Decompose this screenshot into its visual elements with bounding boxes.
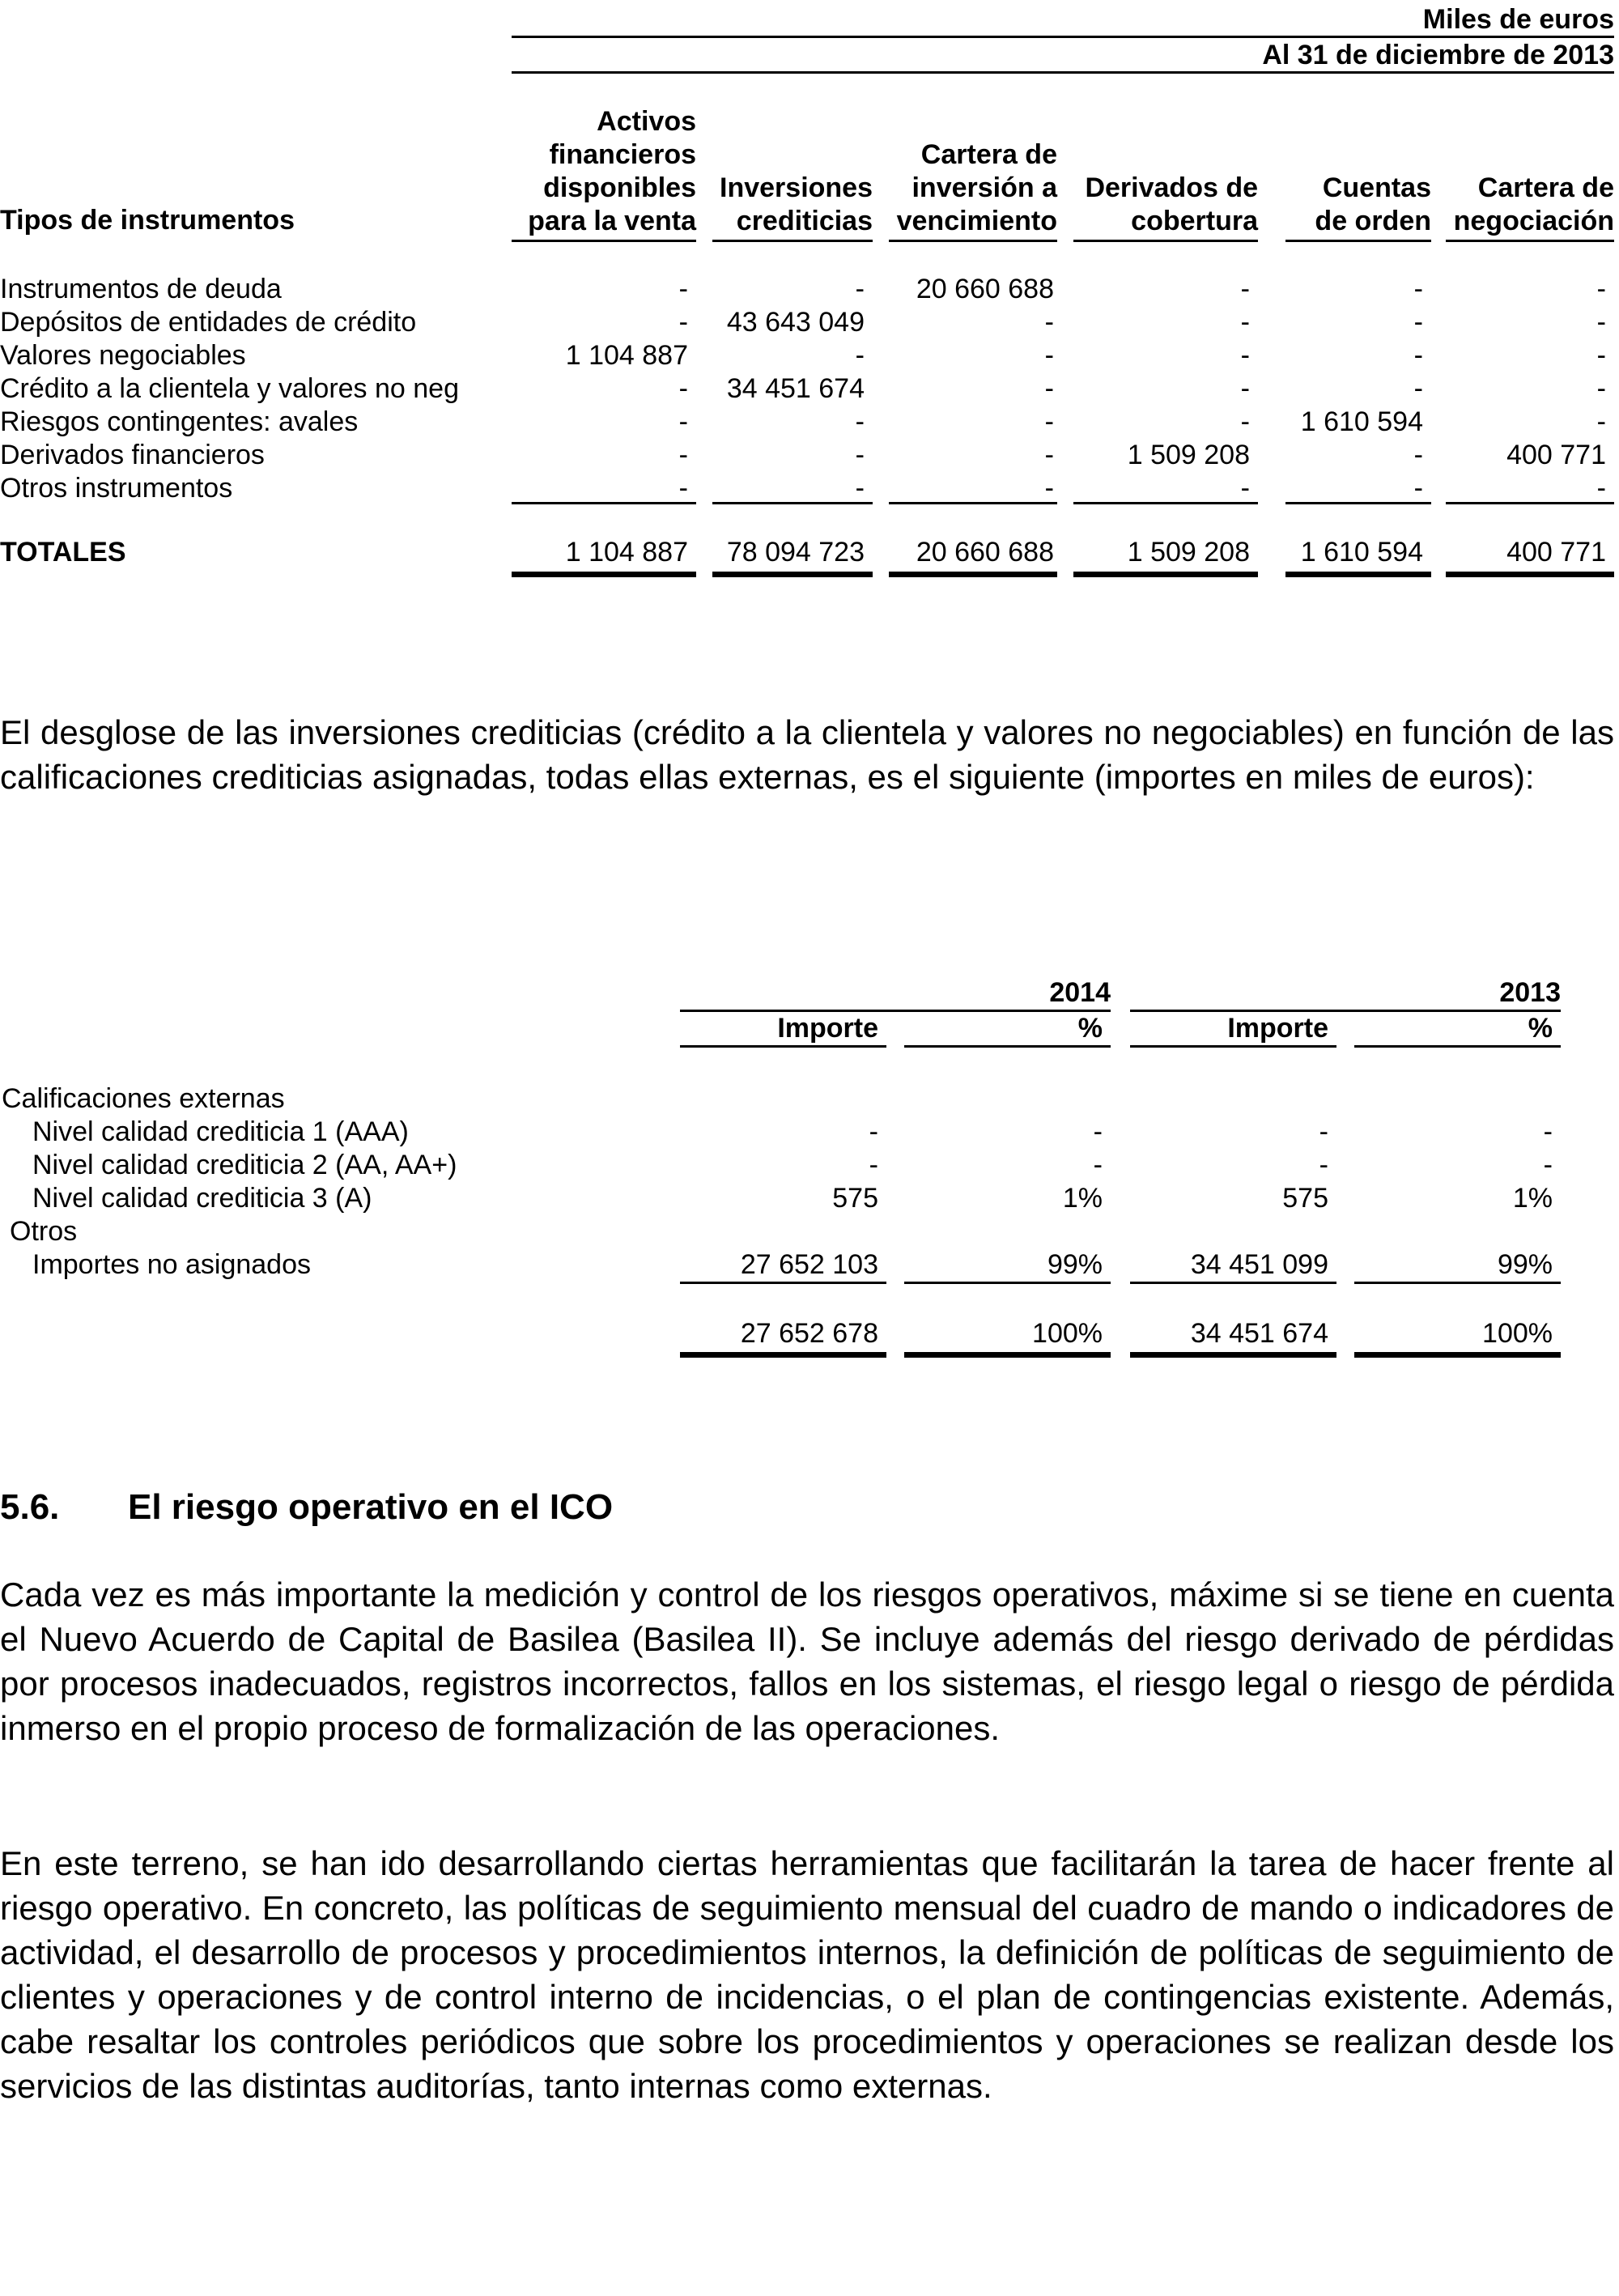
total-rule (712, 572, 873, 577)
column-header-line: Inversiones (720, 172, 873, 203)
subtotal-rule (1354, 1282, 1561, 1284)
total-rule (904, 1352, 1111, 1358)
row-label: Otros instrumentos (0, 473, 233, 504)
table-cell: - (869, 1150, 878, 1180)
table-cell: - (1596, 307, 1606, 338)
table-cell: 99% (1047, 1249, 1103, 1280)
table-cell: 34 451 099 (1190, 1249, 1328, 1280)
row-label: Valores negociables (0, 340, 246, 371)
table-cell: 20 660 688 (916, 274, 1054, 304)
year-header: 2014 (1049, 977, 1111, 1008)
table-cell: 1% (1062, 1183, 1103, 1214)
table-cell: 575 (832, 1183, 878, 1214)
column-header (712, 172, 873, 242)
column-header-line: Cuentas (1322, 172, 1431, 203)
column-rule (1354, 1045, 1561, 1048)
column-header: Importe (1227, 1013, 1328, 1044)
row-label: Instrumentos de deuda (0, 274, 282, 304)
table-cell: - (1240, 473, 1250, 504)
totals-cell: 27 652 678 (740, 1318, 878, 1349)
table-cell: - (1413, 307, 1423, 338)
table-cell: 1 610 594 (1300, 406, 1423, 437)
row-label: Crédito a la clientela y valores no neg (0, 373, 459, 404)
intro-paragraph: El desglose de las inversiones crediticias (crédito a la clientela y valores no negociables) en función de las calificaciones crediticias asignadas, todas ellas externas, es el siguiente (importes en miles de euros): (0, 713, 1614, 796)
table-cell: 400 771 (1506, 440, 1606, 470)
column-header-line: financieros (549, 139, 696, 170)
table-cell: - (855, 274, 865, 304)
table-cell: 27 652 103 (740, 1249, 878, 1280)
table-cell: - (1596, 406, 1606, 437)
units-label: Miles de euros (1422, 4, 1614, 35)
table-cell: - (678, 373, 688, 404)
column-header (1446, 172, 1614, 242)
table-cell: - (1240, 340, 1250, 371)
totals-cell: 78 094 723 (726, 537, 865, 568)
body-paragraph: En este terreno, se han ido desarrollando ciertas herramientas que facilitarán la tarea de hacer frente al riesgo operativo. En concreto, las políticas de seguimiento mensual del cuadro de mando o indicadores de actividad, el desarrollo de procesos y procedimientos internos, la definición de políticas de seguimiento de clientes y operaciones y de control interno de incidencias, o el plan de contingencias existente. Además, cabe resaltar los controles periódicos que sobre los procedimientos y operaciones se realizan desde los servicios de las distintas auditorías, tanto internas como externas. (0, 1844, 1614, 2105)
column-rule (680, 1045, 886, 1048)
row-label: Nivel calidad crediticia 2 (AA, AA+) (32, 1150, 457, 1180)
totals-cell: 400 771 (1506, 537, 1606, 568)
column-header-line: disponibles (543, 172, 696, 203)
column-header (512, 105, 696, 242)
subtotal-rule (680, 1282, 886, 1284)
header-rule (512, 71, 1614, 74)
column-header-line: crediticias (736, 206, 873, 236)
column-header-line: negociación (1453, 206, 1614, 236)
totals-cell: 34 451 674 (1190, 1318, 1328, 1349)
table-cell: - (855, 340, 865, 371)
table-cell: 1 509 208 (1127, 440, 1250, 470)
row-label: Depósitos de entidades de crédito (0, 307, 417, 338)
table-cell: - (855, 473, 865, 504)
table-cell: 43 643 049 (726, 307, 865, 338)
subtotal-rule (1285, 502, 1431, 504)
total-rule (1354, 1352, 1561, 1358)
row-label: Nivel calidad crediticia 3 (A) (32, 1183, 372, 1214)
column-header-line: cobertura (1131, 206, 1258, 236)
subtotal-rule (1073, 502, 1258, 504)
row-label: Derivados financieros (0, 440, 265, 470)
table-cell: - (1413, 340, 1423, 371)
table-cell: - (1413, 373, 1423, 404)
header-rule (512, 36, 1614, 38)
total-rule (680, 1352, 886, 1358)
subtotal-rule (512, 502, 696, 504)
table-cell: - (678, 274, 688, 304)
column-header-line: Derivados de (1085, 172, 1258, 203)
table-cell: - (1319, 1150, 1328, 1180)
body-paragraph: Cada vez es más importante la medición y control de los riesgos operativos, máxime si se tiene en cuenta el Nuevo Acuerdo de Capital de Basilea (Basilea II). Se incluye además del riesgo derivado de pérdidas por procesos inadecuados, registros incorrectos, fallos en los sistemas, el riesgo legal o riesgo de pérdida inmerso en el propio proceso de formalización de las operaciones. (0, 1575, 1614, 1747)
column-header (1073, 172, 1258, 242)
table-cell: 1% (1512, 1183, 1553, 1214)
column-header-line: Cartera de (1477, 172, 1614, 203)
table-cell: - (1413, 274, 1423, 304)
totals-cell: 100% (1032, 1318, 1103, 1349)
year-header: 2013 (1499, 977, 1561, 1008)
column-header (1285, 172, 1431, 242)
year-rule (680, 1010, 1111, 1012)
subtotal-rule (904, 1282, 1111, 1284)
table-cell: - (1044, 473, 1054, 504)
table-cell: - (1044, 340, 1054, 371)
column-header-line: vencimiento (896, 206, 1057, 236)
date-label: Al 31 de diciembre de 2013 (1262, 40, 1614, 70)
total-rule (1285, 572, 1431, 577)
table-cell: - (855, 440, 865, 470)
column-header-line: Cartera de (920, 139, 1057, 170)
total-rule (512, 572, 696, 577)
column-header-line: Activos (597, 106, 696, 137)
row-label: Riesgos contingentes: avales (0, 406, 359, 437)
total-rule (889, 572, 1057, 577)
subtotal-rule (1446, 502, 1614, 504)
table-cell: - (1543, 1150, 1553, 1180)
table-cell: - (1596, 473, 1606, 504)
column-header: % (1528, 1013, 1553, 1044)
row-label: Nivel calidad crediticia 1 (AAA) (32, 1116, 409, 1147)
table-cell: 99% (1497, 1249, 1553, 1280)
table-cell: - (1240, 307, 1250, 338)
table-cell: - (869, 1116, 878, 1147)
table-cell: - (855, 406, 865, 437)
subtotal-rule (1130, 1282, 1336, 1284)
table-cell: - (1093, 1116, 1103, 1147)
table-cell: - (1044, 406, 1054, 437)
totals-cell: 20 660 688 (916, 537, 1054, 568)
total-rule (1446, 572, 1614, 577)
totals-cell: 1 104 887 (565, 537, 688, 568)
table-cell: - (1093, 1150, 1103, 1180)
table-cell: - (1240, 373, 1250, 404)
column-header-line: para la venta (528, 206, 696, 236)
table-cell: - (678, 440, 688, 470)
column-rule (1130, 1045, 1336, 1048)
table-cell: - (1044, 373, 1054, 404)
table-cell: - (1596, 340, 1606, 371)
row-header: Tipos de instrumentos (0, 205, 295, 236)
table-cell: 1 104 887 (565, 340, 688, 371)
table-cell: - (1240, 406, 1250, 437)
table-cell: - (678, 473, 688, 504)
table-cell: - (1413, 440, 1423, 470)
table-cell: - (678, 307, 688, 338)
table-cell: - (1596, 373, 1606, 404)
column-header: Importe (777, 1013, 878, 1044)
totals-cell: 1 610 594 (1300, 537, 1423, 568)
group-label: Calificaciones externas (2, 1083, 285, 1114)
section-title: El riesgo operativo en el ICO (128, 1487, 614, 1527)
table-cell: - (1413, 473, 1423, 504)
column-header-line: inversión a (911, 172, 1057, 203)
subtotal-rule (712, 502, 873, 504)
totals-cell: 100% (1482, 1318, 1553, 1349)
column-header: % (1077, 1013, 1103, 1044)
table-cell: 575 (1282, 1183, 1328, 1214)
table-cell: - (1044, 440, 1054, 470)
subtotal-rule (889, 502, 1057, 504)
total-rule (1130, 1352, 1336, 1358)
section-number: 5.6. (0, 1487, 60, 1527)
table-cell: - (1044, 307, 1054, 338)
row-label: Otros (10, 1216, 78, 1247)
totals-label: TOTALES (0, 537, 126, 568)
table-cell: - (1543, 1116, 1553, 1147)
totals-cell: 1 509 208 (1127, 537, 1250, 568)
section-heading (0, 1486, 613, 1529)
year-rule (1130, 1010, 1561, 1012)
table-cell: - (1240, 274, 1250, 304)
row-label: Importes no asignados (32, 1249, 311, 1280)
table-cell: - (1596, 274, 1606, 304)
column-rule (904, 1045, 1111, 1048)
column-header (889, 138, 1057, 242)
total-rule (1073, 572, 1258, 577)
table-cell: - (1319, 1116, 1328, 1147)
table-cell: - (678, 406, 688, 437)
column-header-line: de orden (1315, 206, 1431, 236)
table-cell: 34 451 674 (726, 373, 865, 404)
